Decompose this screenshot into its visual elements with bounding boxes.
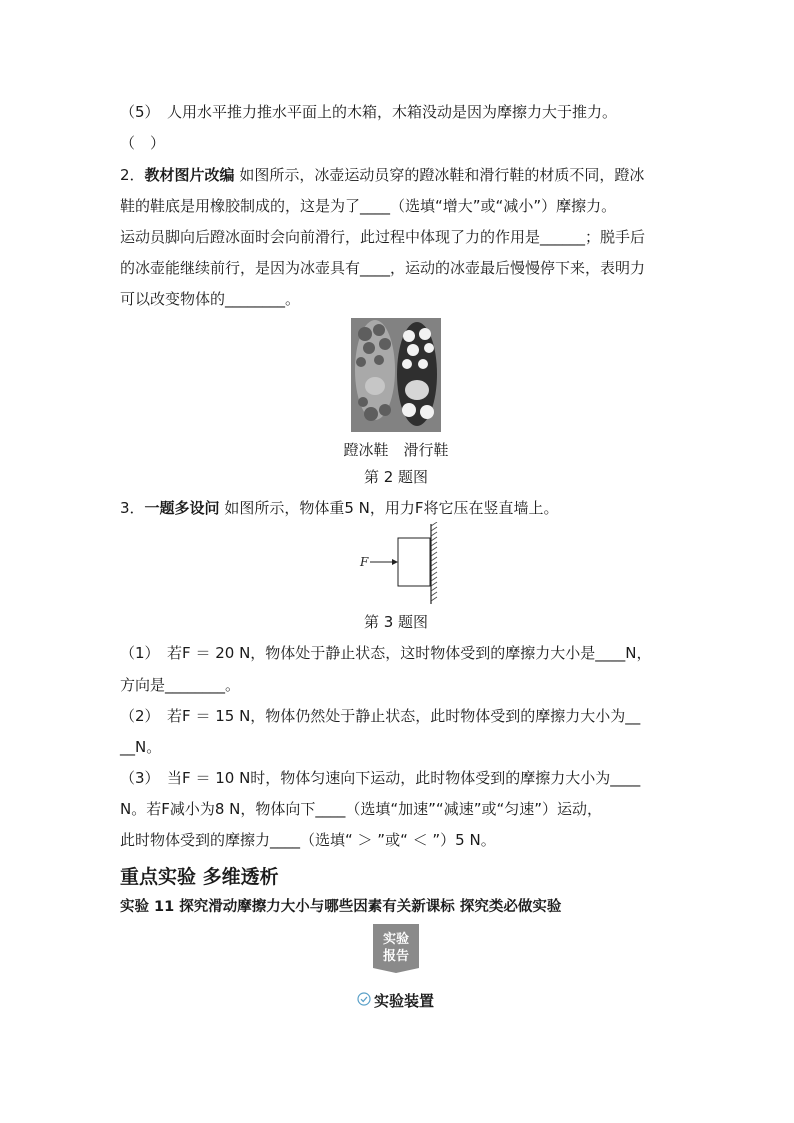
q3-line-7: 此时物体受到的摩擦力____（选填“ ＞ ”或“ ＜ ”）5 N。 <box>120 831 496 849</box>
block <box>398 538 430 586</box>
fig2-caption: 第 2 题图 <box>363 468 429 486</box>
fig3-caption: 第 3 题图 <box>363 613 429 631</box>
q2-line-3: 运动员脚向后蹬冰面时会向前滑行，此过程中体现了力的作用是______；脱手后 <box>120 228 646 246</box>
q3-line-6: N。若F减小为8 N，物体向下____（选填“加速”“减速”或“匀速”）运动， <box>120 800 603 818</box>
q3-line-2: 方向是________。 <box>120 676 241 694</box>
wall-hatching <box>431 522 437 601</box>
badge-line-2: 报告 <box>382 949 410 964</box>
q3-line-intro <box>120 498 559 518</box>
q3-line-3: （2） 若F ＝ 15 N，物体仍然处于静止状态，此时物体受到的摩擦力大小为__ <box>120 707 641 725</box>
q2-line-4: 的冰壶能继续前行，是因为冰壶具有____，运动的冰壶最后慢慢停下来，表明力 <box>120 259 646 277</box>
experiment-report-badge <box>371 922 421 974</box>
q3-number: 3． <box>120 499 145 517</box>
check-circle-icon <box>357 992 371 1006</box>
q2-number: 2． <box>120 166 145 184</box>
q3-tag: 一题多设问 <box>144 499 220 517</box>
q2-line-2: 鞋的鞋底是用橡胶制成的，这是为了____（选填“增大”或“减小”）摩擦力。 <box>120 197 617 215</box>
badge-line-1: 实验 <box>382 932 410 947</box>
q1-item5-text: （5） 人用水平推力推水平面上的木箱，木箱没动是因为摩擦力大于推力。 <box>120 103 618 121</box>
q3-line-5: （3） 当F ＝ 10 N时，物体匀速向下运动，此时物体受到的摩擦力大小为____ <box>120 769 641 787</box>
q3-line-4: __N。 <box>120 738 162 756</box>
q3-line-1: （1） 若F ＝ 20 N，物体处于静止状态，这时物体受到的摩擦力大小是____N， <box>120 644 652 662</box>
q1-item5-answer-blank: （ ） <box>120 134 166 152</box>
fig2-shoe-labels: 蹬冰鞋 滑行鞋 <box>343 441 449 459</box>
q2-line-5: 可以改变物体的________。 <box>120 290 301 308</box>
force-arrowhead <box>392 559 398 565</box>
force-label: F <box>360 555 369 569</box>
q2-tag: 教材图片改编 <box>144 166 235 184</box>
apparatus-heading: 实验装置 <box>374 992 435 1010</box>
block-wall-diagram <box>352 522 444 606</box>
q3-intro-text: 如图所示，物体重5 N，用力F将它压在竖直墙上。 <box>219 499 559 517</box>
section-heading: 重点实验 多维透析 <box>120 866 279 888</box>
experiment-title: 实验 11 探究滑动摩擦力大小与哪些因素有关新课标 探究类必做实验 <box>120 899 562 915</box>
q2-text: 如图所示，冰壶运动员穿的蹬冰鞋和滑行鞋的材质不同，蹬冰 <box>234 166 645 184</box>
q2-line-1 <box>120 165 644 185</box>
shoe-soles-photo <box>351 318 441 432</box>
